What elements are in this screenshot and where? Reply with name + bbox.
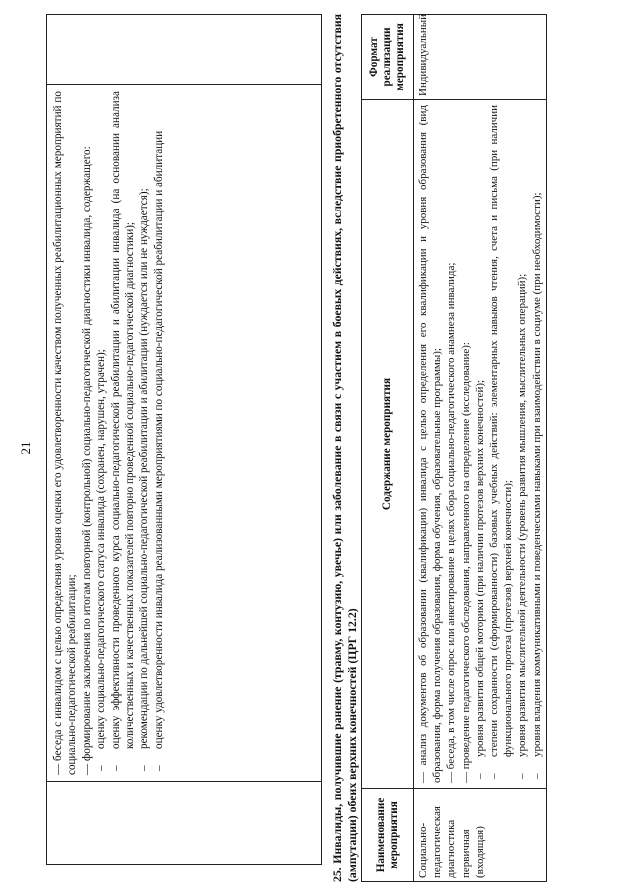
bullet-sub-item <box>152 91 166 775</box>
empty-name-cell <box>47 782 322 865</box>
activity-format: Индивидуальный <box>414 15 547 100</box>
section-heading: 25. Инвалиды, получившие ранение (травму, контузию, увечье) или заболевание в связи с участием в боевых действиях, вследствие приобретенного отсутствия (ампутации) обеих верхних конечностей (ЦРГ 12.2) <box>330 14 359 882</box>
header-content: Содержание мероприятия <box>362 100 414 789</box>
list-item: — анализ документов об образовании (квалификации) инвалида с целью определения его квалификации и уровня образования (вид образования, форма получения образования, форма обучения, образовательные программы); <box>417 105 444 783</box>
bullet-sub-item <box>137 91 151 775</box>
dash-marker: – <box>138 765 151 771</box>
list-item: — проведение педагогического обследования, направленного на определение (исследование): <box>459 342 472 783</box>
activity-content-cell <box>414 100 547 789</box>
sub-item-text: уровня развития общей моторики (при наличии протезов верхних конечностей); <box>473 379 486 757</box>
bullet-sub-item <box>515 105 529 783</box>
bullet-sub-item <box>109 91 138 775</box>
empty-format-cell <box>47 15 322 85</box>
dash-marker: – <box>516 773 529 779</box>
table-row <box>414 15 547 882</box>
sub-item-text: уровня владения коммуникативными и поведенческими навыками при взаимодействии в социуме (при необходимости); <box>530 192 543 757</box>
bullet-sub-item <box>487 105 515 783</box>
sub-item-text: оценку эффективности проведенного курса социально-педагогической реабилитации и абилитации инвалида (на основании анализа количественных и качественных показателей повторно проведенной социально-педагогической диагностики); <box>109 91 137 749</box>
list-item: — беседа с инвалидом с целью определения уровня оценки его удовлетворенности качеством полученных реабилитационных мероприятий по социально-педагогической реабилитации; <box>52 91 79 775</box>
dash-marker: – <box>530 773 543 779</box>
sub-item-text: уровня развития мыслительной деятельности (уровень развития мышления, мыслительных операций); <box>516 273 529 757</box>
dash-marker: – <box>95 765 108 771</box>
bullet-sub-item <box>473 105 487 783</box>
bullet-sub-item <box>530 105 544 783</box>
sub-item-text: оценку социально-педагогического статуса инвалида (сохранен, нарушен, утрачен); <box>95 349 108 749</box>
header-format: Формат реализации мероприятия <box>362 15 414 100</box>
dash-marker: – <box>473 773 486 779</box>
continuation-content-cell <box>47 85 322 782</box>
bullet-sub-item <box>94 91 108 775</box>
header-name: Наименование мероприятия <box>362 789 414 882</box>
activity-name: Социально-педагогическая диагностика первичная (входящая) <box>414 789 547 882</box>
page-number: 21 <box>18 441 33 455</box>
sub-item-text: оценку удовлетворенности инвалида реализованными мероприятиями по социально-педагогической реабилитации и абилитации <box>152 130 165 749</box>
sub-item-text: степени сохранности (сформированности) базовых учебных действий: элементарных навыков чтения, счета и письма (при наличии функционального протеза (протезов) верхней конечности); <box>488 105 515 757</box>
continuation-table <box>46 14 322 865</box>
activities-table <box>361 14 547 882</box>
dash-marker: – <box>488 773 501 779</box>
list-item: — беседа, в том числе опрос или анкетирование в целях сбора социально-педагогического анамнеза инвалида; <box>445 262 458 783</box>
list-item: — формирование заключения по итогам повторной (контрольной) социально-педагогической диагностики инвалида, содержащего: <box>80 146 93 775</box>
sub-item-text: рекомендации по дальнейшей социально-педагогической реабилитации и абилитации (нуждается или не нуждается); <box>138 188 151 749</box>
dash-marker: – <box>109 765 122 771</box>
dash-marker: – <box>152 765 165 771</box>
